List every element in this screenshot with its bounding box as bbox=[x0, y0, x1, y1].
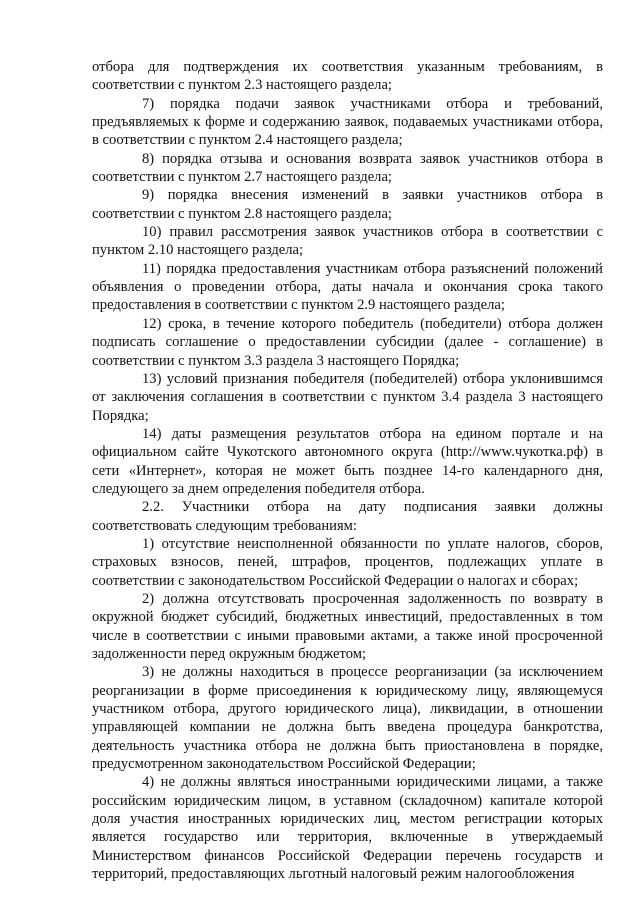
paragraph-item-11: 11) порядка предоставления участникам отбора разъяснений положений объявления о проведении отбора, даты начала и окончания срока такого предоставления в соответствии с пунктом 2.9 настоящего раздела; bbox=[92, 260, 603, 314]
paragraph-requirement-4: 4) не должны являться иностранными юридическими лицами, а также российским юридическим лицом, в уставном (складочном) капитале которой доля участия иностранных юридических лиц, местом регистрации которых является государство или территория, включенные в утверждаемый Министерством финансов Российской Федерации перечень государств и территорий, предоставляющих льготный налоговый режим налогообложения bbox=[92, 774, 603, 883]
paragraph-requirement-3: 3) не должны находиться в процессе реорганизации (за исключением реорганизации в форме присоединения к юридическому лицу, являющемуся участником отбора, другого юридического лица), ликвидации, в отношении управляющей компании не должна быть введена процедура банкротства, деятельность участника отбора не должна быть приостановлена в порядке, предусмотренном законодательством Российской Федерации; bbox=[92, 664, 603, 773]
paragraph-item-13: 13) условий признания победителя (победителей) отбора уклонившимся от заключения соглашения в соответствии с пунктом 3.4 раздела 3 настоящего Порядка; bbox=[92, 370, 603, 424]
paragraph-item-10: 10) правил рассмотрения заявок участников отбора в соответствии с пунктом 2.10 настоящего раздела; bbox=[92, 224, 603, 259]
paragraph-item-9: 9) порядка внесения изменений в заявки участников отбора в соответствии с пунктом 2.8 настоящего раздела; bbox=[92, 187, 603, 222]
paragraph-item-14: 14) даты размещения результатов отбора на едином портале и на официальном сайте Чукотского автономного округа (http://www.чукотка.рф) в сети «Интернет», которая не может быть позднее 14-го календарного дня, следующего за днем определения победителя отбора. bbox=[92, 425, 603, 497]
paragraph-requirement-2: 2) должна отсутствовать просроченная задолженность по возврату в окружной бюджет субсидий, бюджетных инвестиций, предоставленных в том числе в соответствии с иными правовыми актами, а также иной просроченной задолженности перед окружным бюджетом; bbox=[92, 590, 603, 662]
paragraph-item-7: 7) порядка подачи заявок участниками отбора и требований, предъявляемых к форме и содержанию заявок, подаваемых участниками отбора, в соответствии с пунктом 2.4 настоящего раздела; bbox=[92, 95, 603, 149]
paragraph-item-12: 12) срока, в течение которого победитель (победители) отбора должен подписать соглашение о предоставлении субсидии (далее - соглашение) в соответствии с пунктом 3.3 раздела 3 настоящего Порядка; bbox=[92, 315, 603, 369]
paragraph-section-2-2: 2.2. Участники отбора на дату подписания заявки должны соответствовать следующим требованиям: bbox=[92, 499, 603, 534]
paragraph-requirement-1: 1) отсутствие неисполненной обязанности по уплате налогов, сборов, страховых взносов, пеней, штрафов, процентов, подлежащих уплате в соответствии с законодательством Российской Федерации о налогах и сборах; bbox=[92, 535, 603, 589]
paragraph-item-8: 8) порядка отзыва и основания возврата заявок участников отбора в соответствии с пунктом 2.7 настоящего раздела; bbox=[92, 150, 603, 186]
paragraph-continuation: отбора для подтверждения их соответствия указанным требованиям, в соответствии с пунктом 2.3 настоящего раздела; bbox=[92, 59, 603, 94]
